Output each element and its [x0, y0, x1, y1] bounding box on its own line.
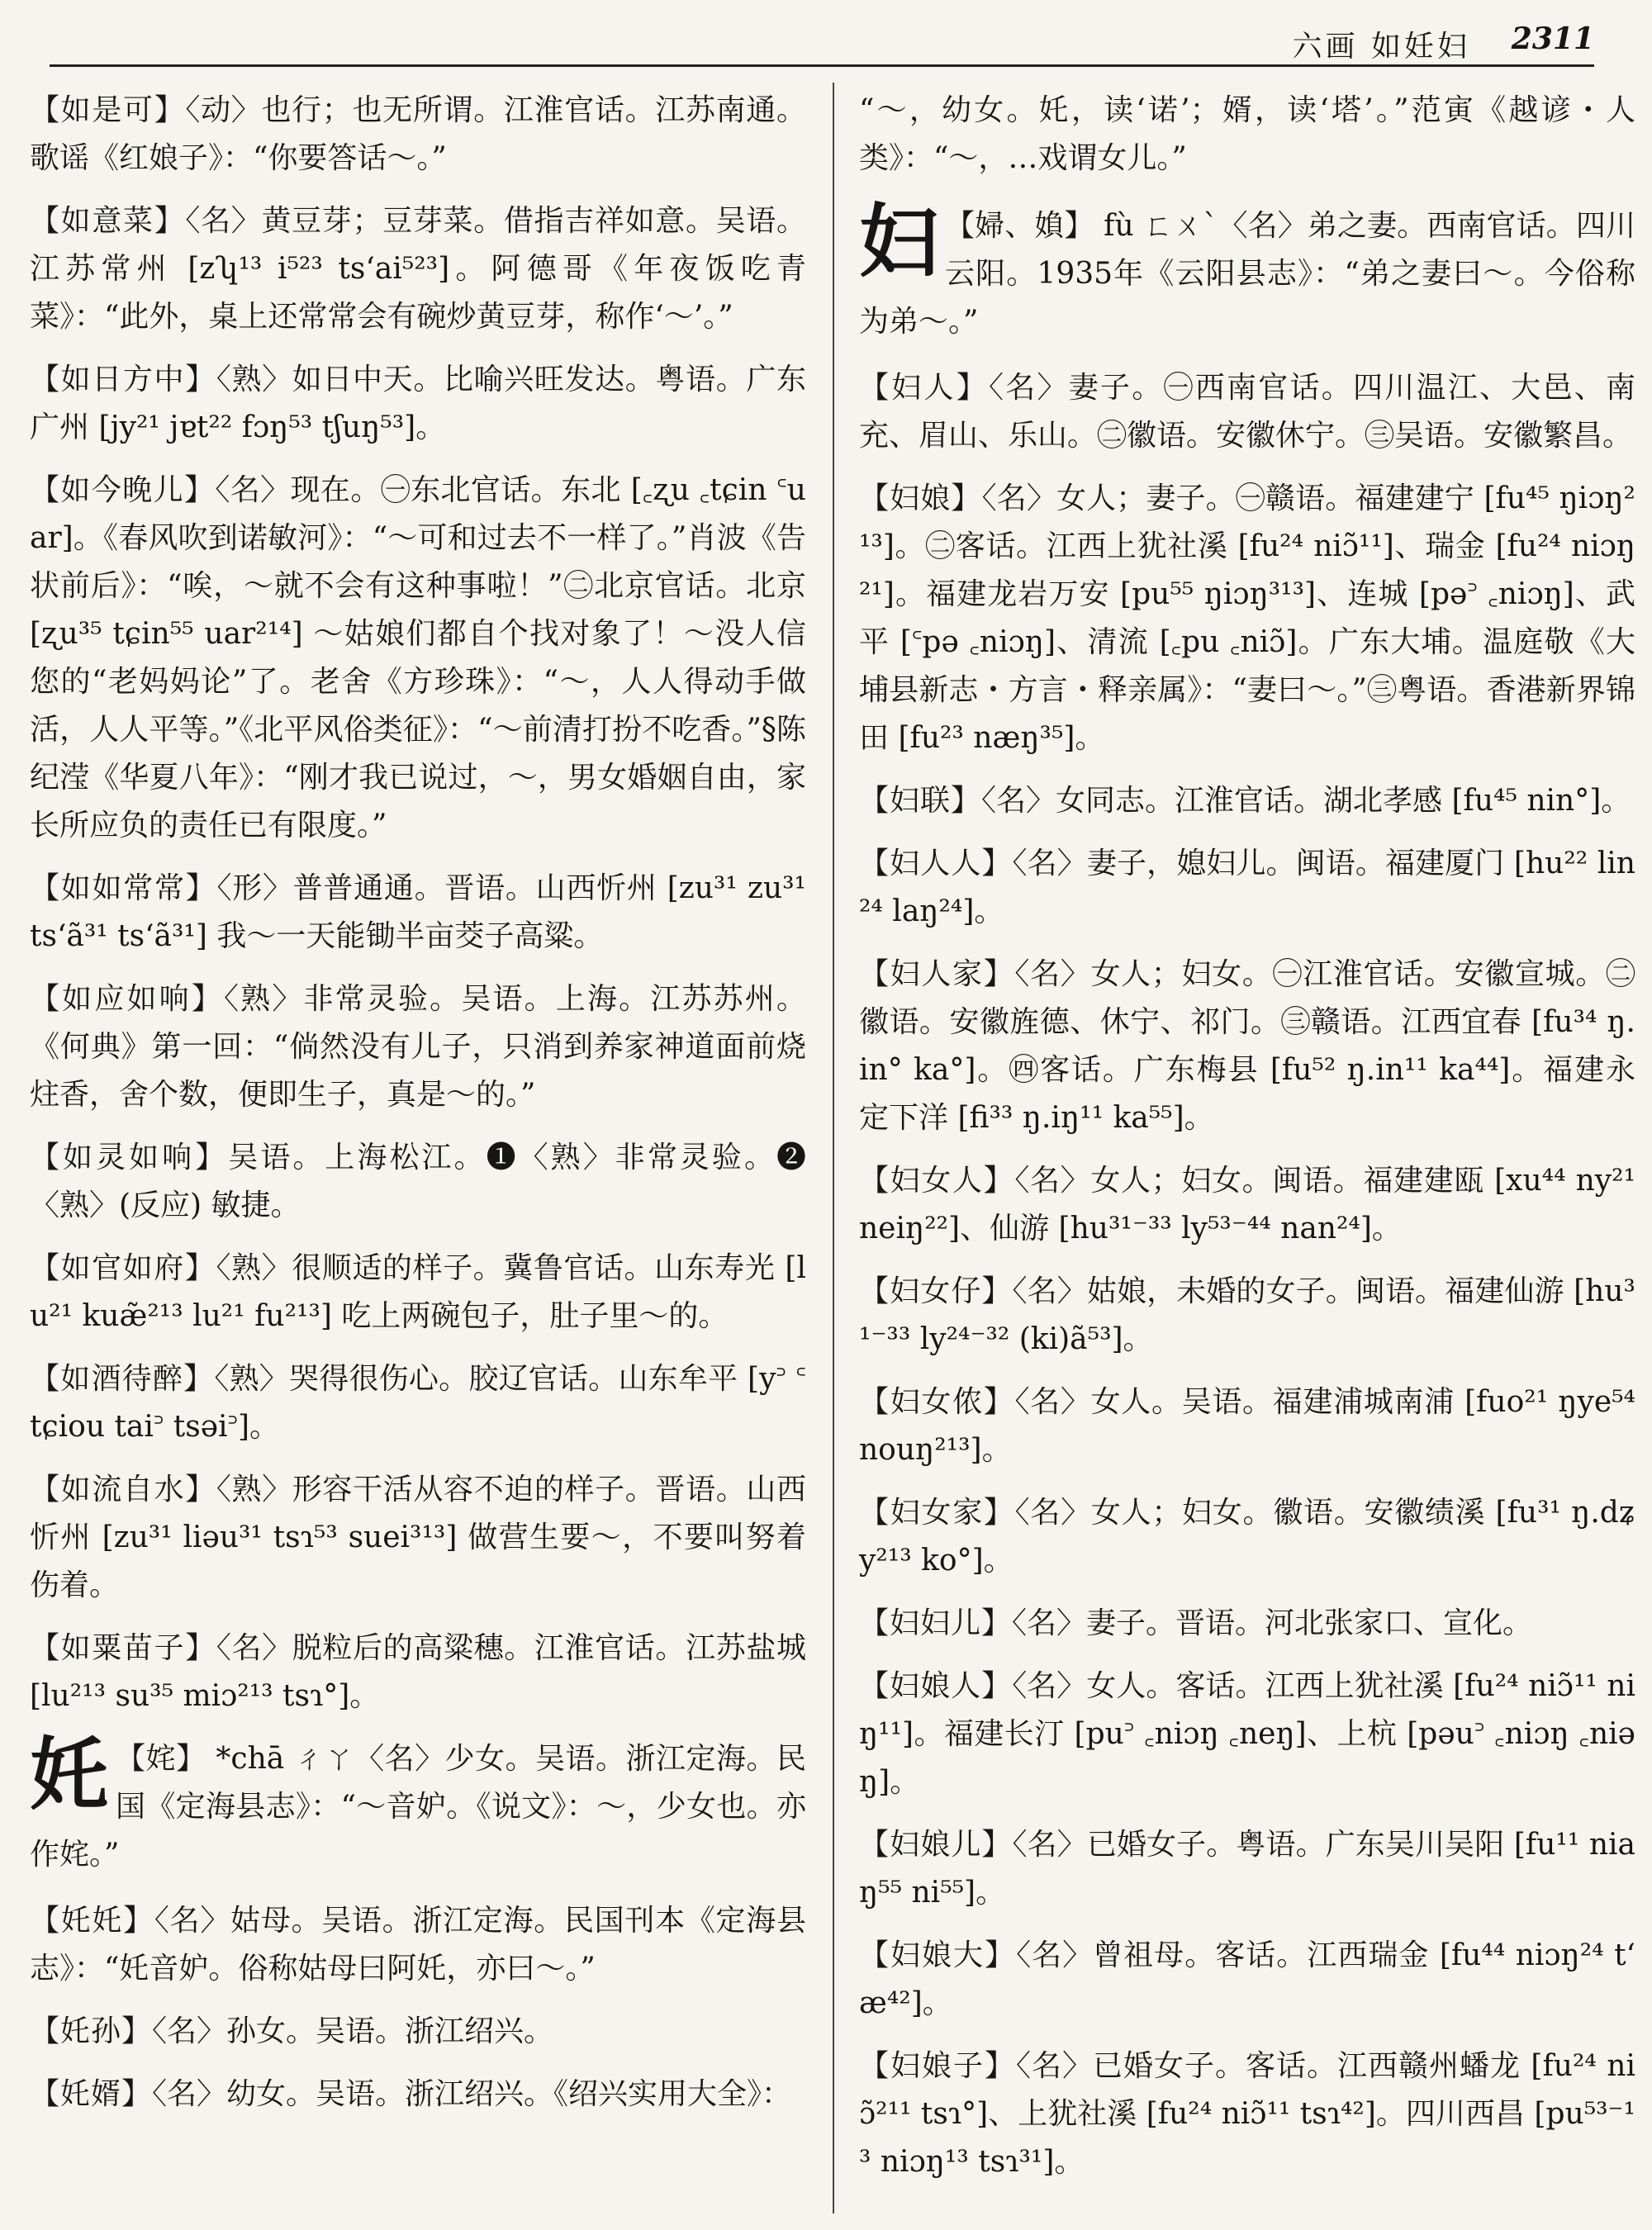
entry — [859, 475, 1635, 762]
definition: 〈名〉女人。客话。江西上犹社溪 [fu²⁴ niɔ̃¹¹ niŋ¹¹]。福建长汀 [pu꜄ ꜀niɔŋ ꜀neŋ]、上杭 [pəu꜄ ꜀niɔŋ ꜀niəŋ]。 — [859, 1669, 1635, 1799]
definition: 〈名〉姑母。吴语。浙江定海。民国刊本《定海县志》：“奼音妒。俗称姑母曰阿奼，亦曰～。” — [30, 1904, 806, 1986]
definition: 〈名〉曾祖母。客话。江西瑞金 [fu⁴⁴ niɔŋ²⁴ tʻæ⁴²]。 — [859, 1938, 1635, 2020]
entry — [859, 1663, 1635, 1806]
entry — [859, 1932, 1635, 2028]
entry — [30, 1625, 806, 1720]
headword: 【奼奼】 — [30, 1904, 154, 1938]
character-entry — [30, 1728, 806, 1879]
definition: 〈名〉女人。吴语。福建浦城南浦 [fuo²¹ ŋye⁵⁴ nouŋ²¹³]。 — [859, 1385, 1635, 1467]
headword: 【如灵如响】 — [30, 1141, 229, 1174]
definition: 〈名〉孙女。吴语。浙江绍兴。 — [152, 2014, 554, 2048]
entry — [859, 840, 1635, 936]
entry — [30, 1245, 806, 1340]
headword: 【如意菜】 — [30, 204, 186, 238]
entry — [30, 1355, 806, 1451]
definition: 〈名〉女人；妇女。徽语。安徽绩溪 [fu³¹ ŋ.dʑy²¹³ ko°]。 — [859, 1496, 1635, 1578]
definition: 〈名〉现在。㊀东北官话。东北 [꜀ʐu ꜀tɕin ꜂uar]。《春风吹到诺敏河》：“～可和过去不一样了。”肖波《告状前后》：“唉，～就不会有这种事啦！”㊁北京官话。北京 [ʐu³⁵ tɕin⁵⁵ uar²¹⁴] ～姑娘们都自个找对象了！～没人信您的“老妈妈论”了。老舍《方珍珠》：“～，人人得动手做活，人人平等。”《北平风俗类征》：“～前清打扮不吃香。”§陈纪滢《华夏八年》：“刚才我已说过，～，男女婚姻自由，家长所应负的责任已有限度。” — [30, 473, 806, 842]
entry — [859, 1821, 1635, 1917]
entry — [859, 1600, 1635, 1648]
entry — [30, 356, 806, 452]
headword: 【妇人家】 — [859, 957, 1015, 991]
column-divider — [833, 83, 834, 2213]
definition: 〈动〉也行；也无所谓。江淮官话。江苏南通。歌谣《红娘子》：“你要答话～。” — [30, 93, 806, 175]
definition: 〈名〉已婚女子。粤语。广东吴川吴阳 [fu¹¹ niaŋ⁵⁵ ni⁵⁵]。 — [859, 1828, 1635, 1910]
entry — [30, 1134, 806, 1230]
definition: 〈名〉妻子。晋语。河北张家口、宣化。 — [1012, 1606, 1533, 1640]
definition: 〈熟〉如日中天。比喻兴旺发达。粤语。广东广州 [jy²¹ jɐt²² fɔŋ⁵³ tʃuŋ⁵³]。 — [30, 363, 806, 444]
headword: 【妇女人】 — [859, 1164, 1015, 1198]
character-entry — [859, 195, 1635, 346]
entry — [859, 1489, 1635, 1585]
headword: 【妇人人】 — [859, 847, 1013, 880]
definition: 〈名〉黄豆芽；豆芽菜。借指吉祥如意。吴语。江苏常州 [zʮ¹³ i⁵²³ tsʻai⁵²³]。阿德哥《年夜饭吃青菜》：“此外，桌上还常常会有碗炒黄豆芽，称作‘～’。” — [30, 204, 806, 334]
headword: 【妇人】 — [859, 371, 989, 405]
entry — [859, 1378, 1635, 1474]
page-header — [50, 18, 1594, 67]
definition: 〈名〉女同志。江淮官话。湖北孝感 [fu⁴⁵ nin°]。 — [981, 784, 1631, 818]
headword: 【如如常常】 — [30, 871, 217, 905]
headword: 【妇联】 — [859, 784, 982, 818]
headword: 【奼婿】 — [30, 2077, 153, 2111]
entry — [859, 1268, 1635, 1364]
headword: 【如日方中】 — [30, 363, 216, 396]
headword: 【如今晚儿】 — [30, 473, 216, 507]
character-definition: 【姹】 *chā ㄔㄚ〈名〉少女。吴语。浙江定海。民国《定海县志》：“～音妒。《说文》：～，少女也。亦作姹。” — [30, 1742, 806, 1872]
right-column — [859, 87, 1635, 2201]
entry — [859, 1157, 1635, 1253]
entry — [30, 1466, 806, 1610]
character-definition: 【婦、媍】 fù ㄈㄨˋ〈名〉弟之妻。西南官话。四川云阳。1935年《云阳县志》：“弟之妻曰～。今俗称为弟～。” — [859, 209, 1635, 339]
continued-text: “～，幼女。奼，读‘诺’；婿，读‘塔’。”范寅《越谚・人类》：“～，…戏谓女儿。” — [859, 93, 1635, 175]
head-character: 妇 — [859, 195, 938, 288]
headword: 【妇娘】 — [859, 482, 982, 515]
definition: 〈名〉女人；妇女。㊀江淮官话。安徽宣城。㊁徽语。安徽旌德、休宁、祁门。㊂赣语。江西宜春 [fu³⁴ ŋ.in° ka°]。㊃客话。广东梅县 [fu⁵² ŋ.in¹¹ ka⁴⁴]。福建永定下洋 [fi³³ ŋ.iŋ¹¹ ka⁵⁵]。 — [859, 957, 1635, 1135]
definition: 〈名〉妻子。㊀西南官话。四川温江、大邑、南充、眉山、乐山。㊁徽语。安徽休宁。㊂吴语。安徽繁昌。 — [859, 371, 1635, 453]
headword: 【妇女侬】 — [859, 1385, 1015, 1419]
definition: 〈名〉幼女。吴语。浙江绍兴。《绍兴实用大全》： — [152, 2077, 792, 2111]
headword: 【如流自水】 — [30, 1473, 216, 1506]
headword: 【如应如响】 — [30, 982, 224, 1016]
definition: 吴语。上海松江。❶〈熟〉非常灵验。❷〈熟〉(反应) 敏捷。 — [30, 1141, 806, 1222]
definition: 〈名〉已婚女子。客话。江西赣州蟠龙 [fu²⁴ niɔ̃²¹¹ tsɿ°]、上犹社溪 [fu²⁴ niɔ̃¹¹ tsɿ⁴²]。四川西昌 [pu⁵³⁻¹³ niɔŋ¹³ tsɿ³¹]。 — [859, 2049, 1635, 2179]
definition: 〈熟〉形容干活从容不迫的样子。晋语。山西忻州 [zu³¹ liəu³¹ tsɿ⁵³ suei³¹³] 做营生要～，不要叫努着伤着。 — [30, 1473, 806, 1602]
entry — [30, 467, 806, 850]
entry — [859, 2043, 1635, 2186]
head-character: 奼 — [30, 1728, 109, 1821]
headword: 【如粟苗子】 — [30, 1631, 216, 1665]
headword: 【如酒待醉】 — [30, 1362, 215, 1396]
entry — [30, 197, 806, 341]
definition: 〈名〉女人；妻子。㊀赣语。福建建宁 [fu⁴⁵ ŋiɔŋ²¹³]。㊁客话。江西上犹社溪 [fu²⁴ niɔ̃¹¹]、瑞金 [fu²⁴ niɔŋ²¹]。福建龙岩万安 [pu⁵⁵ ŋiɔŋ³¹³]、连城 [pə꜄ ꜀niɔŋ]、武平 [꜂pə ꜀niɔŋ]、清流 [꜀pu ꜀niɔ̃]。广东大埔。温庭敬《大埔县新志・方言・释亲属》：“妻曰～。”㊂粤语。香港新界锦田 [fu²³ næŋ³⁵]。 — [859, 482, 1635, 755]
definition: 〈名〉脱粒后的高粱穗。江淮官话。江苏盐城 [lu²¹³ su³⁵ miɔ²¹³ tsɿ°]。 — [30, 1631, 806, 1713]
headword: 【妇女家】 — [859, 1496, 1015, 1530]
left-column — [30, 87, 806, 2133]
definition: 〈名〉妻子，媳妇儿。闽语。福建厦门 [hu²² lin²⁴ laŋ²⁴]。 — [859, 847, 1635, 928]
section-heading: 六画 如妊妇 — [1292, 30, 1470, 64]
entry — [859, 951, 1635, 1142]
entry — [859, 777, 1635, 825]
entry — [30, 2071, 806, 2118]
headword: 【妇娘大】 — [859, 1938, 1017, 1972]
definition: 〈熟〉很顺适的样子。冀鲁官话。山东寿光 [lu²¹ kuæ̃²¹³ lu²¹ fu²¹³] 吃上两碗包子，肚子里～的。 — [30, 1251, 806, 1333]
entry — [30, 975, 806, 1119]
entry — [30, 865, 806, 961]
headword: 【妇娘儿】 — [859, 1828, 1013, 1862]
headword: 【妇娘人】 — [859, 1669, 1013, 1703]
headword: 【如官如府】 — [30, 1251, 216, 1285]
headword: 【如是可】 — [30, 93, 186, 127]
headword: 【妇女仔】 — [859, 1274, 1013, 1308]
entry — [30, 87, 806, 183]
page-number: 2311 — [1511, 21, 1594, 56]
definition: 〈名〉女人；妇女。闽语。福建建瓯 [xu⁴⁴ ny²¹ neiŋ²²]、仙游 [hu³¹⁻³³ ly⁵³⁻⁴⁴ nan²⁴]。 — [859, 1164, 1635, 1245]
entry — [30, 1897, 806, 1993]
definition: 〈熟〉哭得很伤心。胶辽官话。山东牟平 [y꜄ ꜂tɕiou tai꜄ tsəi꜄]。 — [30, 1362, 806, 1444]
definition: 〈熟〉非常灵验。吴语。上海。江苏苏州。《何典》第一回：“倘然没有儿子，只消到养家神道面前烧炷香，舍个数，便即生子，真是～的。” — [30, 982, 806, 1112]
entry — [30, 2008, 806, 2056]
entry — [859, 364, 1635, 460]
headword: 【奼孙】 — [30, 2014, 153, 2048]
definition: 〈形〉普普通通。晋语。山西忻州 [zu³¹ zu³¹ tsʻã³¹ tsʻã³¹] 我～一天能锄半亩茭子高粱。 — [30, 871, 806, 953]
definition: 〈名〉姑娘，未婚的女子。闽语。福建仙游 [hu³¹⁻³³ ly²⁴⁻³² (ki)ã⁵³]。 — [859, 1274, 1635, 1356]
headword: 【妇妇儿】 — [859, 1606, 1013, 1640]
headword: 【妇娘子】 — [859, 2049, 1016, 2083]
